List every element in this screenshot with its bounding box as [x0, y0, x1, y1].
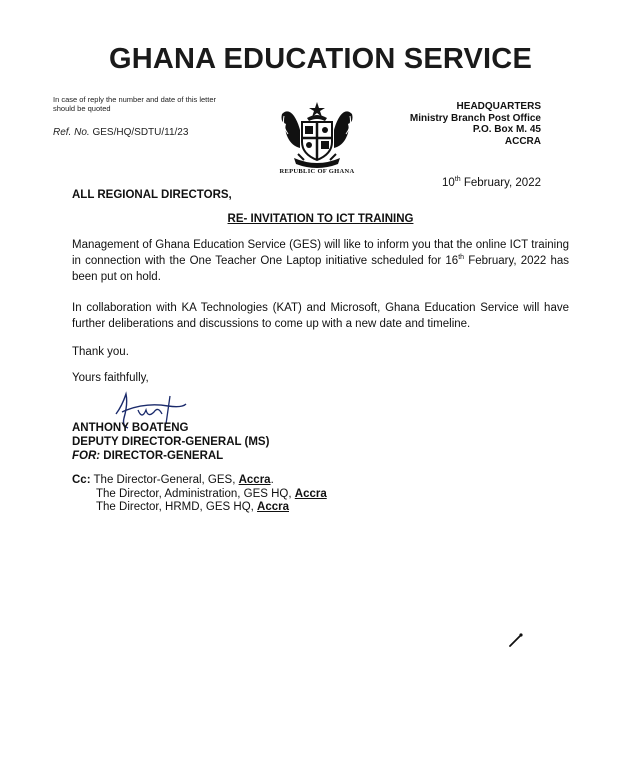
body-paragraph-1: [72, 237, 569, 285]
headquarters-address: [410, 101, 541, 147]
date-rest: February, 2022: [460, 176, 541, 189]
pen-mark-icon: [506, 630, 526, 650]
reply-note: In case of reply the number and date of this letter should be quoted: [53, 95, 217, 113]
cc-place: Accra: [294, 487, 327, 500]
hq-line: Ministry Branch Post Office: [409, 112, 541, 124]
para1-text-b: February, 2022 has been put on hold.: [72, 255, 569, 283]
signatory-title: DEPUTY DIRECTOR-GENERAL (MS): [72, 436, 270, 448]
cc-line: [72, 501, 327, 515]
subject-heading: RE- INVITATION TO ICT TRAINING: [227, 213, 414, 225]
date-suffix: th: [454, 176, 461, 183]
ref-value: GES/HQ/SDTU/11/23: [92, 127, 189, 138]
date-day: 10: [442, 176, 455, 189]
ref-label: Ref. No.: [53, 127, 90, 138]
for-value: DIRECTOR-GENERAL: [100, 450, 224, 462]
letterhead-title: GHANA EDUCATION SERVICE: [109, 43, 532, 75]
letter-date: [442, 176, 541, 189]
hq-line: P.O. Box M. 45: [472, 124, 541, 135]
cc-label: Cc:: [72, 474, 91, 486]
hq-line: HEADQUARTERS: [456, 101, 541, 112]
para1-text-a: Management of Ghana Education Service (GES) will like to inform you that the online ICT training in connection with the One Teacher One Laptop initiative scheduled for 16: [72, 239, 569, 267]
signatory-name: ANTHONY BOATENG: [72, 422, 189, 434]
closing: Yours faithfully,: [72, 372, 149, 384]
para1-sup: th: [458, 254, 465, 262]
addressee: ALL REGIONAL DIRECTORS,: [72, 189, 232, 201]
thank-you: Thank you.: [72, 346, 129, 358]
cc-place: Accra: [257, 501, 289, 513]
signatory-for: [72, 450, 223, 462]
for-label: FOR:: [72, 450, 101, 462]
cc-text: The Director-General, GES,: [90, 474, 239, 486]
cc-text: The Director, HRMD, GES HQ,: [96, 501, 258, 513]
cc-place: Accra: [238, 474, 271, 486]
body-paragraph-2: In collaboration with KA Technologies (KAT) and Microsoft, Ghana Education Service will have further deliberations and discussions to come up with a new date and timeline.: [72, 302, 569, 330]
cc-line: [72, 488, 327, 502]
cc-tail: .: [270, 474, 274, 486]
coat-caption: REPUBLIC OF GHANA: [279, 168, 355, 175]
coat-of-arms-icon: [274, 100, 360, 170]
reference-number: [53, 127, 188, 138]
cc-line: [72, 474, 327, 488]
cc-text: The Director, Administration, GES HQ,: [96, 487, 295, 500]
hq-line: ACCRA: [504, 135, 541, 147]
cc-list: [72, 474, 327, 515]
